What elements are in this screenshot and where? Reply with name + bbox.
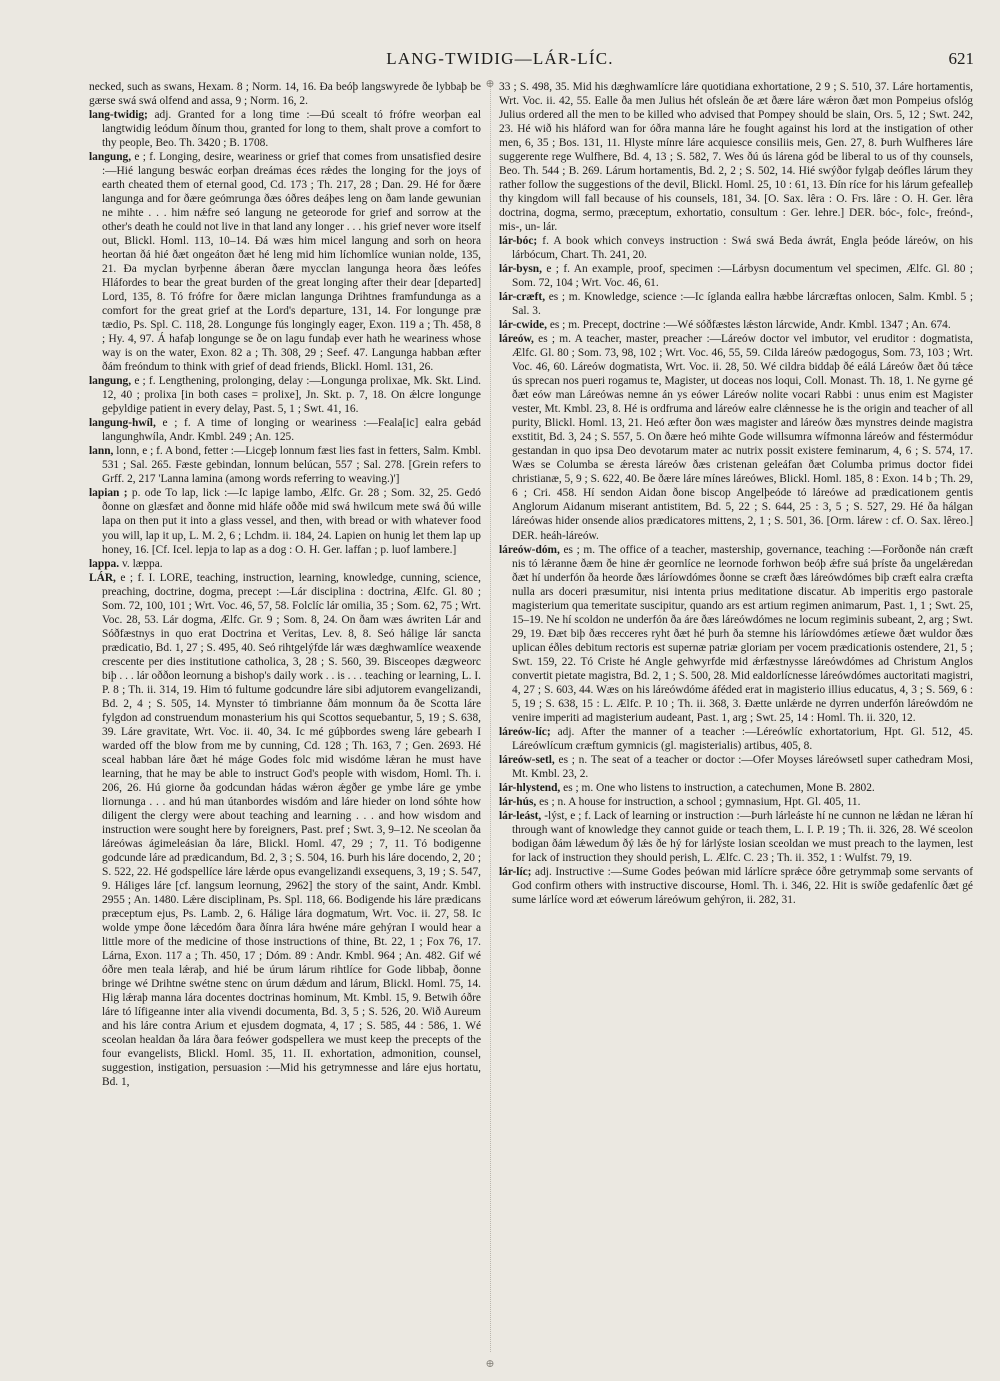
entry-headword: lár-leást, xyxy=(499,809,542,822)
page-number: 621 xyxy=(948,49,974,68)
dictionary-entry xyxy=(89,80,481,108)
crosshair-mark-icon: ⊕ xyxy=(485,78,495,90)
entry-definition: es ; m. One who listens to instruction, a catechumen, Mone B. 2802. xyxy=(563,781,875,794)
entry-definition: e ; f. Lengthening, prolonging, delay :—Longunga prolixae, Mk. Skt. Lind. 12, 40 ; prolixa [in both cases = prolixe], Jn. Skt. p. 7, 18. On ǽlcre longunge geþyldige patient in every delay, Past. 5, 1 ; Swt. 41, 16. xyxy=(102,375,481,416)
entry-headword: lapian ; xyxy=(89,487,128,500)
dictionary-entry xyxy=(499,543,973,725)
dictionary-entry xyxy=(499,262,973,290)
entry-definition: es ; m. The office of a teacher, mastership, governance, teaching :—Forðonðe nán cræft nis tó lǽranne ðæm ðe hine ǽr geornlíce ne leornode forhwon beóþ ǽfre suá þríste ða ungelǽredan ðæt hí underfón ða heorde ðæs láríowdómes ðonne se cræft ðæs láreówdómes biþ cræft ealra cræfta nulla ars doceri præsumitur, nisi intenta prius meditatione discatur. Ab imperitis ergo pastorale magisterium qua temeritate suscipitur, quando ars est artium regimen animarum, Past. 1, 1 ; Swt. 25, 15–19. Ne hí scoldon ne underfón ða áre ðæs láreówdómes ne locum regiminis subeant, 2, arg ; Swt. 29, 19. Ðæt biþ ðæs recceres ryht ðæt hé þurh ða stemne his láríowdómes ætíewe ðæt wuldor ðæs uplican éðles debitum rectoris est supernæ patriæ gloriam per vocem prædicationis ostendere, 21, 5 ; Swt. 159, 22. Tó Criste hé Angle gehwyrfde mid ǽrfæstnysse láreówdómes ad Christum Anglos convertit pietate magistra, Bd. 2, 1 ; S. 500, 28. Mid ealdorlícnesse láreówdómes auctoritati magistri, 4, 27 ; S. 603, 44. Wæs on his láreówdóme áféded erat in magisterio illius educatus, 4, 3 ; S. 569, 6 : 5, 19 ; S. 638, 15 : L. Ælfc. P. 10 ; Th. ii. 368, 3. Ðætte unlǽrde ne dyrren underfón láreówdóm ne venire imperiti ad magisterium audeant, Past. 1, arg ; Swt. 25, 14 : Homl. Th. ii. 320, 12. xyxy=(512,543,973,724)
page-header xyxy=(0,49,1000,75)
dictionary-entry xyxy=(499,234,973,262)
entry-definition: e ; f. An example, proof, specimen :—Lárbysn documentum vel specimen, Ælfc. Gl. 80 ; Som. 72, 104 ; Wrt. Voc. 46, 61. xyxy=(512,263,973,290)
entry-definition: e ; f. A time of longing or weariness :—Feala[ic] ealra gebád langunghwíla, Andr. Kmbl. 249 ; An. 125. xyxy=(102,417,481,444)
dictionary-entry xyxy=(89,108,481,150)
entry-headword: lann, xyxy=(89,445,114,458)
dictionary-entry xyxy=(499,725,973,753)
running-head: LANG-TWIDIG—LÁR-LÍC. xyxy=(386,49,614,68)
entry-headword: lang-twidig; xyxy=(89,109,148,122)
entry-definition: e ; f. Longing, desire, weariness or grief that comes from unsatisfied desire :—Hié langung beswác eorþan dreámas éces rǽdes the longing for the joys of earth cheated them of eternal good, Cd. 173 ; Th. 217, 28 ; Dan. 29. Hé for ðære langunga and for ðære geómrunga ðæs óðres deáþes leng on ðam lande gewunian ne mihte . . . him nǽfre seó langung ne geteorode for grief and sorrow at the other's death he could not live in that land any longer . . . his grief never wore itself out, Blickl. Homl. 113, 10–14. Ðá wæs him micel langung and sorh on heora heortan ðá hié ðæt ongeáton ðæt hé leng mid him líchomlíce wunian nolde, 135, 21. Ða myclan byrþenne áberan ðære mycclan langunga heora ðæs leófes Hláfordes to bear the great burden of the great longing after their dear [departed] Lord, 135, 8. Tó frófre for ðære miclan langunga Drihtnes framfundunga as a comfort for the great grief at the Lord's departure, 131, 14. For longunge præ tædio, Ps. Spl. C. 118, 28. Longunge fús longingly eager, Exon. 119 a ; Th. 458, 8 ; Hy. 4, 97. Á hafaþ longunge se ðe on lagu fundaþ ever hath he weariness whose way is on the water, Exon. 82 a ; Th. 308, 29 ; Seef. 47. Langunga habban æfter ðám freóndum to think with grief of dead friends, Blickl. Homl. 131, 26. xyxy=(102,151,481,374)
entry-headword: langung, xyxy=(89,151,132,164)
crosshair-mark-icon: ⊕ xyxy=(485,1358,495,1370)
entry-headword: langung, xyxy=(89,375,132,388)
entry-headword: lappa. xyxy=(89,557,120,570)
entry-headword: LÁR, xyxy=(89,571,116,584)
dictionary-entry xyxy=(89,557,481,571)
entry-definition: necked, such as swans, Hexam. 8 ; Norm. 14, 16. Ða beóþ langswyrede ðe lybbaþ be gærse swá swá olfend and assa, 9 ; Norm. 16, 2. xyxy=(89,81,481,108)
dictionary-entry xyxy=(499,781,973,795)
entry-definition: adj. Instructive :—Sume Godes þeówan mid lárlícre sprǽce óðre getrymmaþ some servants of God confirm others with instructive discourse, Homl. Th. i. 346, 22. Hit is swíðe gedafenlíc ðæt gé sume lárlíce word æt eówerum láreówum gehýron, ii. 282, 31. xyxy=(512,865,973,906)
entry-definition: e ; f. I. LORE, teaching, instruction, learning, knowledge, cunning, science, preaching, doctrine, dogma, precept :—Lár disciplina : doctrina, Ælfc. Gl. 80 ; Som. 72, 100, 101 ; Wrt. Voc. 46, 57, 58. Folclíc lár omilia, 35 ; Som. 62, 75 ; Wrt. Voc. 28, 53. Lár dogma, Ælfc. Gr. 9 ; Som. 8, 24. On ðam wæs áwriten Lár and Sóðfæstnys in quo erat Doctrina et Veritas, Lev. 8, 8. Seó hálige lár sancta prædicatio, Bd. 1, 27 ; S. 495, 40. Seó rihtgelýfde lár wæs dæghwamlíce weaxende crescente per dies institutione catholica, 3, 28 ; S. 560, 39. Bisceopes dægweorc biþ . . . lár oððon leornung a bishop's daily work . . is . . . teaching or learning, L. I. P. 8 ; Th. ii. 314, 19. Him tó fultume godcundre láre sibi adjutorem evangelizandi, Bd. 2, 4 ; S. 505, 14. Mynster tó timbrianne ðám monnum ða ðe Scotta láre fylgdon ad construendum monasterium his qui Scottos sequebantur, 5, 19 ; S. 638, 39. Láre gravitate, Wrt. Voc. ii. 40, 34. Ic mé gúþbordes sweng láre gebearh I warded off the blow from me by cunning, Cd. 128 ; Th. 163, 7 ; Gen. 2693. Hé sceal habban láre ðæt hé máge Godes folc mid wisdóme lǽran he must have learning, that he may be able to instruct God's people with wisdom, Homl. Th. i. 206, 26. Hú giorne ða godcundan hádas wǽron ǽgðer ge ymbe láre ge ymbe liornunga . . . and hú man útanbordes wisdóm and láre hieder on lond sóhte how diligent the clergy were about teaching and learning . . . and how wisdom and instruction were sought here by foreigners, Past. pref ; Swt. 3, 9–12. Ne sceolan ða láreówas ágimeleásian ða láre, Blickl. Homl. 47, 29 ; 7, 11. Tó bodigenne godcunde láre ad prædicandum, Bd. 2, 3 ; S. 504, 16. Þurh his láre docendo, 2, 20 ; S. 522, 22. Hé godspellíce láre lǽrde opus evangelizandi exsequens, 3, 19 ; S. 547, 9. Háliges láre [cf. langsum leornung, 2962] the story of the saint, Andr. Kmbl. 2955 ; An. 1480. Lǽre disciplinam, Ps. Spl. 118, 66. Bodigende his láre prædicans præceptum ejus, Ps. Lamb. 2, 6. Hálige lára dogmatum, Wrt. Voc. ii. 27, 58. Ic wolde ympe ðone lǽcedóm ðara ðínra lára hwéne máre gehýran I would hear a little more of the medicine of those instructions of thine, Bt. 22, 1 ; Fox 76, 17. Lárna, Exon. 117 a ; Th. 450, 17 ; Dóm. 89 : Andr. Kmbl. 964 ; An. 482. Gif wé óðre men teala lǽraþ, and hié be úrum lárum rihtlíce for Gode libbaþ, ðonne bringe wé Drihtne swétne stenc on úrum dǽdum and lárum, Blickl. Homl. 75, 14. Hig lǽraþ manna lára docentes doctrinas hominum, Mt. Kmbl. 15, 9. Betwih óðre láre tó lífigeanne inter alia vivendi documenta, Bd. 3, 5 ; S. 526, 20. Wið Aureum and his láre contra Arium et ejusdem dogmata, 4, 17 ; S. 585, 44 : 586, 1. Wé sceolan healdan ða lára ðara feówer godspellera we must keep the precepts of the four evangelists, Blickl. Homl. 35, 11. II. exhortation, admonition, counsel, suggestion, instigation, persuasion :—Mid his getrymnesse and láre ejus hortatu, Bd. 1, xyxy=(102,571,481,1089)
entry-definition: es ; m. Knowledge, science :—Ic íglanda eallra hæbbe lárcræftas onlocen, Salm. Kmbl. 5 ; Sal. 3. xyxy=(512,291,973,318)
entry-definition: lonn, e ; f. A bond, fetter :—Licgeþ lonnum fæst lies fast in fetters, Salm. Kmbl. 531 ; Sal. 265. Fæste gebindan, lonnum belúcan, 557 ; Sal. 278. [Grein refers to Grff. 2, 217 'Lanna lamina (among words referring to weaving.)'] xyxy=(102,445,481,486)
dictionary-entry xyxy=(499,795,973,809)
entry-headword: láreów-líc; xyxy=(499,725,551,738)
dictionary-entry xyxy=(89,416,481,444)
dictionary-entry xyxy=(89,374,481,416)
entry-headword: láreów, xyxy=(499,333,534,346)
entry-headword: lár-bysn, xyxy=(499,263,542,276)
entry-definition: es ; m. A teacher, master, preacher :—Láreów doctor vel imbutor, vel eruditor : dogmatista, Ælfc. Gl. 80 ; Som. 73, 98, 102 ; Wrt. Voc. 46, 55, 59. Cilda láreów pædogogus, Som. 73, 103 ; Wrt. Voc. 46, 60. Láreów dogmatista, Wrt. Voc. ii. 28, 50. Wé cildra biddaþ ðé eálá Láreów ðæt ðú tǽce ús sprecan nos pueri rogamus te, Magister, ut doceas nos loqui, Coll. Monast. Th. 18, 1. Ne gyrne gé ðæt eów man Láreówas nemne án ys eówer Láreów nolite vocari Rabbi : unus enim est Magister vester, Mt. Kmbl. 23, 8. Hé is ordfruma and láreów ealre clǽnnesse he is the origin and teacher of all purity, Blickl. Homl. 13, 21. Heó æfter ðon wæs magister and láreów ðæs mynstres deinde magistra exstitit, Bd. 3, 24 ; S. 557, 5. On ðære heó mihte Gode willsumra wífmonna láreów and féstermódur gestandan in quo ipsa Deo devotarum mater ac nutrix possit existere feminarum, 4, 6 ; S. 574, 17. Wæs se Columba se ǽresta láreów ðæs cristenan geleáfan ðæt Columba primus doctor fidei christianæ, 5, 9 ; S. 622, 40. Be ðære láre mínes láreówes, Blickl. Homl. 185, 8 : Exon. 14 b ; Th. 29, 6 ; Cri. 458. Hí sendon Aidan ðone biscop Angelþeóde tó láreówe ad prædicationem gentis Anglorum Aidanum miserant antistitem, Bd. 5, 22 ; S. 644, 25 : 3, 5 ; S. 527, 29. Hé ða hálgan láreówas hider onsende alios prædicatores mittens, 2, 1 ; S. 501, 36. [Orm. lárew : cf. O. Sax. lêreo.] DER. heáh-láreów. xyxy=(512,333,973,542)
entry-headword: lár-cræft, xyxy=(499,291,546,304)
entry-headword: láreów-setl, xyxy=(499,753,555,766)
dictionary-entry xyxy=(89,150,481,374)
dictionary-entry xyxy=(499,753,973,781)
dictionary-entry xyxy=(89,486,481,556)
entry-definition: f. A book which conveys instruction : Swá swá Beda áwrát, Engla þeóde láreów, on his lárbócum, Chart. Th. 241, 20. xyxy=(512,235,973,262)
dictionary-entry xyxy=(499,318,973,332)
dictionary-entry xyxy=(89,444,481,486)
entry-definition: adj. Granted for a long time :—Ðú scealt tó frófre weorþan eal langtwidig leódum ðínum thou, granted for long to them, shalt prove a comfort to thy people, Beo. Th. 3420 ; B. 1708. xyxy=(102,109,481,150)
column-divider xyxy=(490,82,491,1352)
dictionary-entry xyxy=(89,571,481,1090)
entry-headword: lár-hlystend, xyxy=(499,781,561,794)
entry-headword: lár-bóc; xyxy=(499,235,538,248)
entry-headword: láreów-dóm, xyxy=(499,543,560,556)
entry-definition: 33 ; S. 498, 35. Mid his dæghwamlícre láre quotidiana exhortatione, 2 9 ; S. 510, 37. Láre hortamentis, Wrt. Voc. ii. 42, 55. Ealle ða men Julius hét ofsleán ðe æt ðære láre wǽron ðæt mon Pompeius ofslóg Julius ordered all the men to be killed who advised that Pompey should be slain, Ors. 5, 12 ; Swt. 242, 23. Hé wið his hláford wan for óðra manna láre he fought against his lord at the instigation of other men, 6, 35 ; Bos. 131, 11. Hlyste mínre láre acquiesce consiliis meis, Gen. 27, 8. Þurh Wulfheres láre suggerente rege Wulfhere, Bd. 4, 13 ; S. 582, 7. Wes ðú ús lárena gód be liberal to us of thy counsels, Beo. Th. 544 ; B. 269. Lárum hortamentis, Bd. 2, 2 ; S. 502, 14. Hié swýðor fylgaþ deófles lárum they rather follow the suggestions of the devil, Blickl. Homl. 25, 10 : 61, 13. Ðín ríce for his lárum gefealleþ thy kingdom will fall because of his counsels, 181, 34. [O. Sax. lêra : O. Frs. lâre : O. H. Ger. lêra doctrina, dogma, sermo, præceptum, exhortatio, consultum : Ger. lehre.] DER. bóc-, folc-, freónd-, mis-, un- lár. xyxy=(499,81,973,234)
dictionary-entry xyxy=(499,332,973,542)
entry-headword: lár-hús, xyxy=(499,795,537,808)
entry-definition: v. læppa. xyxy=(121,557,163,570)
entry-definition: es ; n. The seat of a teacher or doctor :—Ofer Moyses láreówsetl super cathedram Mosi, Mt. Kmbl. 23, 2. xyxy=(512,753,973,780)
entry-definition: -lýst, e ; f. Lack of learning or instruction :—Þurh lárleáste hí ne cunnon ne lǽdan ne lǽran hí through want of knowledge they cannot guide or teach them, L. I. P. 19 ; Th. ii. 326, 28. Wé sceolon bodigan ðám lǽwedum ðý lǽs ðe hý for lárlýste losian sceoldan we must preach to the laymen, lest for lack of instruction they should perish, L. Ælfc. C. 23 ; Th. ii. 352, 1 : Wulfst. 79, 19. xyxy=(512,809,973,864)
dictionary-entry xyxy=(499,290,973,318)
entry-definition: es ; m. Precept, doctrine :—Wé sóðfæstes lǽston lárcwide, Andr. Kmbl. 1347 ; An. 674. xyxy=(549,319,951,332)
entry-definition: p. ode To lap, lick :—Ic lapige lambo, Ælfc. Gr. 28 ; Som. 32, 25. Gedó ðonne on glæsfæt and ðonne mid hláfe oððe mid swá hwilcum mete swá ðú wille lapa on then put it into a glass vessel, and then, with bread or with whatever food you will, lap it up, L. M. 2, 6 ; Lchdm. ii. 184, 24. Lapien on hunig let them lap up honey, 16. [Cf. Icel. lepja to lap as a dog : O. H. Ger. laffan ; p. luof lambere.] xyxy=(102,487,481,556)
entry-definition: adj. After the manner of a teacher :—Léreówlíc exhortatorium, Hpt. Gl. 512, 45. Láreówlícum cræftum gymnicis (gl. magisterialis) artibus, 405, 8. xyxy=(512,725,973,752)
entry-headword: langung-hwíl, xyxy=(89,417,156,430)
dictionary-entry xyxy=(499,809,973,865)
entry-headword: lár-líc; xyxy=(499,865,532,878)
left-column xyxy=(89,80,481,1355)
entry-headword: lár-cwide, xyxy=(499,319,547,332)
dictionary-entry xyxy=(499,865,973,907)
right-column xyxy=(499,80,973,1355)
entry-definition: es ; n. A house for instruction, a school ; gymnasium, Hpt. Gl. 405, 11. xyxy=(539,795,861,808)
dictionary-entry xyxy=(499,80,973,234)
